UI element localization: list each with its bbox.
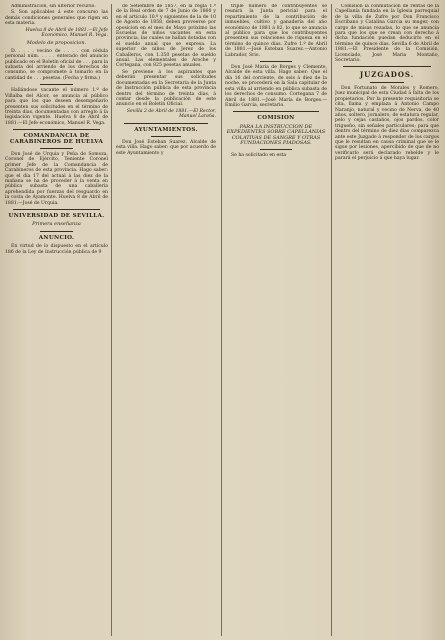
column-2 <box>116 4 216 636</box>
paragraph: S. Son aplicables á este concurso las demás condiciones generales que rigen en esta materia. <box>5 10 108 27</box>
divider <box>260 149 292 150</box>
signature: Sevilla 2 de Abril de 1881.—El Rector, Manuel Laraña. <box>126 108 216 120</box>
column-divider <box>111 4 112 636</box>
section-title: AYUNTAMIENTOS. <box>134 126 198 133</box>
divider <box>124 123 208 124</box>
divider <box>260 61 292 62</box>
signature: Huelva 8 de Abril de 1881.—El Jefe Económico, Manuel R. Vega. <box>25 27 108 39</box>
paragraph: Don Fortunato de Morales y Romero, Juez municipal de esta Ciudad á falta de los propietarios. Por la presente requisitoria se cita, llama y emplaza á Antonio Campo Naranjo, natural y vecino de Nerva, de 40 años, soltero, jornalero, de estatura regular, pelo y cejas castaños, ojos pardos, color trigueño, sin señales particulares; para que dentro del término de diez días comparezca ante este Juzgado á responder de los cargos que le resultan en causa criminal que se le sigue por lesiones, apercibido de que de no verificarlo será declarado rebelde y le parará el perjuicio á que haya lugar. <box>335 85 439 162</box>
paragraph: Hallándose vacante el número 1.º de Villalba del Alcor, se anuncia al público para que los que deseen desempeñarlo presenten sus solicitudes en el término de treinta días, documentadas con arreglo á la legislación vigente. Huelva 8 de Abril de 1881.—El Jefe económico, Manuel R. Vega. <box>5 88 108 126</box>
section-title: COMISION <box>257 115 295 122</box>
paragraph: de Setiembre de 1857, en la regla 1.ª de la Real orden de 7 de Junio de 1860 y en el artículo 10.º y siguientes de la de 10 de Agosto de 1858, deben proveerse por oposicion en el mes de Mayo próximo las Escuelas de niños vacantes en esta provincia, las cuales se hallan dotadas con el sueldo anual que se expresa. La superior de niños de Jerez de los Caballeros, con 1.350 pesetas de sueldo anual. Las elementales de Aroche y Cortegana, con 825 pesetas anuales. <box>116 4 216 69</box>
divider <box>233 111 319 112</box>
divider <box>13 129 100 130</box>
paragraph: Administracion, sin ulterior recurso. <box>11 4 96 9</box>
divider <box>13 209 100 210</box>
section-title: COMANDANCIA DE CARABINEROS DE HUELVA <box>9 133 104 145</box>
column-1 <box>5 4 108 636</box>
paragraph: Comision la conmutacion de rentas de la Capellanía fundada en la Iglesia parroquial de la villa de Zufre por Don Francisco Escribano y Catalina Garcia su muger, con cargo de misas rezadas, lo que se anuncia para que los que se crean con derecho á dicha fundación puedan deducirlo en el término de quince días. Sevilla 6 de Abril de 1881.—El Presidente de la Comisión, Licenciado, José Maria Montaño, Secretario. <box>335 4 439 64</box>
paragraph: Se ha solicitado en esta <box>231 153 287 159</box>
section-subtitle: Primera enseñanza <box>32 221 81 228</box>
paragraph: triple número de contribuyentes se reunirá la Junta pericial para el repartimiento de la contribución de inmuebles, cultivo y ganadería del año económico de 1881 á 82, lo que se anuncia al público para que los contribuyentes presenten sus relaciones de riqueza en el término de quince días. Zufre 1.º de Abril de 1881.—José Esteban Suarez.—Antonio Labrador, Srio. <box>225 4 327 58</box>
paragraph: Don José María de Borges y Clemente, Alcalde de esta villa. Hago saber: Que el día 16 del corriente, de seis á diez de la noche, se procederá en la Sala capitular de esta villa al arriendo en pública subasta de los derechos de consumo. Cortegana 7 de Abril de 1881.—José María de Borges.—Emilio Garcia, secretario. <box>225 65 327 108</box>
section-title: UNIVERSIDAD DE SEVILLA. <box>8 213 105 219</box>
column-4 <box>335 4 439 636</box>
paragraph: Don José Esteban Suarez, Alcalde de esta villa. Hago saber: que por acuerdo de este Ayuntamiento y <box>116 139 216 156</box>
column-divider <box>221 4 222 636</box>
paragraph: Se previene á los aspirantes que deberán presentar sus solicitudes documentadas en la Secretaría de la Junta de Instrucción pública de esta provincia dentro del término de treinta días, á contar desde la publicación de este anuncio en el Boletín Oficial. <box>116 69 216 108</box>
divider <box>151 136 181 137</box>
divider <box>40 231 73 232</box>
divider <box>370 82 404 83</box>
paragraph: En virtud de lo dispuesto en el artículo 186 de la Ley de Instrucción pública de 9 <box>5 244 108 255</box>
divider <box>343 66 431 67</box>
divider <box>40 148 73 149</box>
paragraph: D. . . . . vecino de . . . . con cédula personal núm. . . . . enterado del anuncio publicado en el Boletín oficial de . . . para la subasta del arriendo de los derechos de consumo, se compromete á tomarlo en la cantidad de . . . pesetas. (Fecha y firma.) <box>5 48 108 81</box>
section-title: ANUNCIO. <box>38 234 75 241</box>
section-title: JUZGADOS. <box>359 70 415 80</box>
section-subtitle: PARA LA INSTRUCCION DE EXPEDIENTES SOBRE CAPELLANIAS COLATIVAS DE SANGRE Y OTRAS FUNDACIONES PIADOSAS. <box>226 123 326 146</box>
column-divider <box>331 4 332 636</box>
section-title: Modelo de proposicion. <box>26 40 87 47</box>
column-3 <box>225 4 327 636</box>
divider <box>40 84 73 85</box>
paragraph: Don José de Urquia y Peña de Somoza, Coronel de Ejército, Teniente Coronel primer Jefe de la Comandancia de Carabineros de esta provincia. Hago saber: que el día 17 del actual á las diez de la mañana se ha de proceder á la venta en pública subasta de una caballería aprehendida por fuerzas del resguardo en la costa de Ayamonte. Huelva 8 de Abril de 1881.—José de Urquia. <box>5 151 108 206</box>
